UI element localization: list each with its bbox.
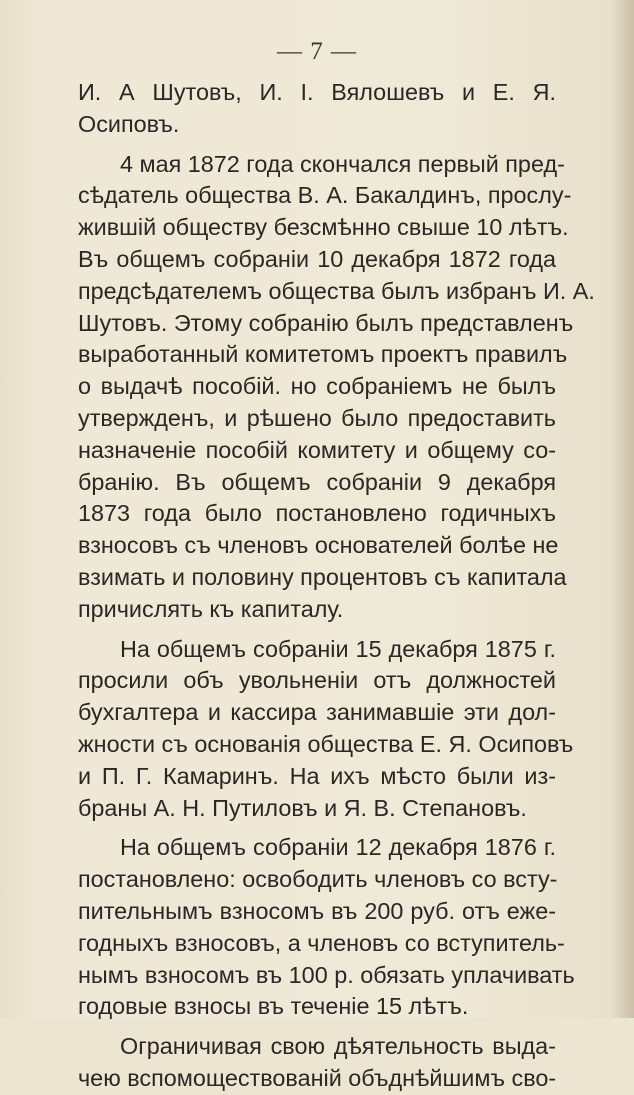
text-line: нымъ взносомъ въ 100 р. обязать уплачивать [78, 961, 575, 988]
text-line: годовые взносы въ теченіе 15 лѣтъ. [78, 993, 469, 1020]
paragraph-gap [78, 824, 556, 832]
paragraph [78, 1031, 556, 1095]
page-number: — 7 — [277, 38, 357, 65]
text-line: жившій обществу безсмѣнно свыше 10 лѣтъ. [78, 214, 569, 241]
paragraph [78, 149, 595, 626]
text-line: просили объ увольненіи отъ должностей [78, 667, 556, 694]
text-line: жности съ основанія общества Е. Я. Осиповъ [78, 730, 574, 757]
text-line: Ограничивая свою дѣятельность выда- [120, 1033, 556, 1060]
text-line: годныхъ взносовъ, а членовъ со вступитель- [78, 929, 565, 956]
text-line: причислять къ капиталу. [78, 595, 344, 622]
text-line: выработанный комитетомъ проектъ правилъ [78, 341, 568, 368]
paragraph-gap [78, 1023, 556, 1031]
text-line: чею вспомоществованій объднѣйшимъ сво- [78, 1064, 557, 1091]
text-line: предсѣдателемъ общества былъ избранъ И. А. [78, 277, 595, 304]
paragraph [78, 634, 574, 825]
text-line: утвержденъ, и рѣшено было предоставить [78, 404, 556, 431]
text-line: На общемъ собраніи 15 декабря 1875 г. [120, 635, 556, 662]
text-line: И. А Шутовъ, И. І. Вялошевъ и Е. Я. [78, 79, 556, 105]
paragraph [78, 77, 556, 141]
text-line: Въ общемъ собраніи 10 декабря 1872 года [78, 245, 556, 272]
text-line: Шутовъ. Этому собранію былъ представленъ [78, 309, 574, 336]
text-line: Осиповъ. [78, 110, 180, 137]
text-line: взносовъ съ членовъ основателей болѣе не [78, 532, 559, 559]
text-line: бухгалтера и кассира занимавшіе эти дол- [78, 699, 556, 726]
text-line: На общемъ собраніи 12 декабря 1876 г. [120, 834, 556, 861]
text-line: о выдачѣ пособій. но собраніемъ не былъ [78, 373, 556, 400]
text-line: взимать и половину процентовъ съ капитала [78, 563, 567, 590]
text-line: назначеніе пособій комитету и общему со- [78, 436, 556, 463]
paragraph-gap [78, 626, 556, 634]
text-line: и П. Г. Камаринъ. На ихъ мѣсто были из- [78, 762, 556, 789]
text-line: браны А. Н. Путиловъ и Я. В. Степановъ. [78, 794, 527, 821]
text-line: 4 мая 1872 года скончался первый пред- [120, 150, 565, 177]
paragraph [78, 832, 575, 1023]
page-edge-shadow [612, 0, 634, 1018]
text-line: пительнымъ взносомъ въ 200 руб. отъ еже- [78, 897, 556, 924]
body-text [78, 77, 595, 1095]
text-line: бранію. Въ общемъ собраніи 9 декабря [78, 468, 556, 495]
paragraph-gap [78, 141, 556, 149]
text-line: сѣдатель общества В. А. Бакалдинъ, прослу- [78, 182, 572, 209]
text-line: 1873 года было постановлено годичныхъ [78, 500, 556, 527]
text-line: постановлено: освободить членовъ со всту- [78, 866, 558, 893]
